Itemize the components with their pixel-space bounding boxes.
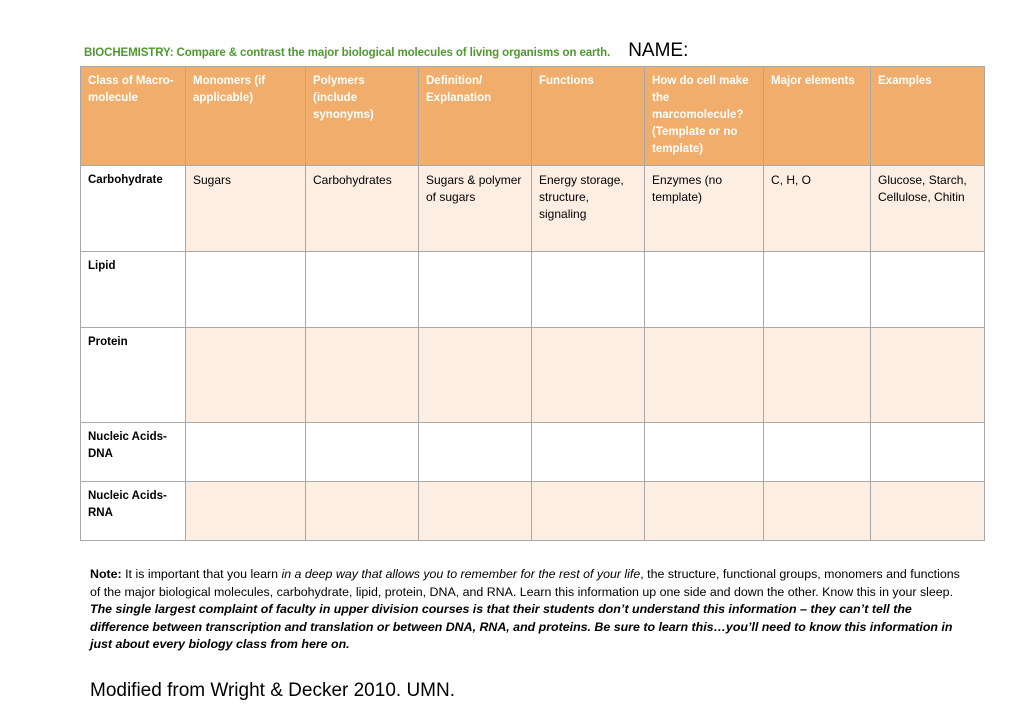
cell-polymers[interactable] xyxy=(306,252,419,328)
cell-class: Nucleic Acids- RNA xyxy=(81,482,186,541)
column-header-polymers: Polymers (include synonyms) xyxy=(306,67,419,166)
column-header-examples: Examples xyxy=(871,67,985,166)
column-header-definition: Definition/ Explanation xyxy=(419,67,532,166)
attribution-footer: Modified from Wright & Decker 2010. UMN. xyxy=(90,680,455,701)
cell-functions[interactable] xyxy=(532,252,645,328)
cell-examples[interactable] xyxy=(871,423,985,482)
cell-functions[interactable] xyxy=(532,328,645,423)
cell-class: Carbohydrate xyxy=(81,166,186,252)
column-header-monomers: Monomers (if applicable) xyxy=(186,67,306,166)
column-header-elements: Major elements xyxy=(764,67,871,166)
cell-elements[interactable]: C, H, O xyxy=(764,166,871,252)
cell-how[interactable] xyxy=(645,328,764,423)
cell-definition[interactable] xyxy=(419,328,532,423)
cell-how[interactable] xyxy=(645,252,764,328)
worksheet-header xyxy=(84,34,944,62)
cell-examples[interactable]: Glucose, Starch, Cellulose, Chitin xyxy=(871,166,985,252)
note-text-warning: The single largest complaint of faculty in upper division courses is that their students don’t understand this information – they can’t tell the difference between transcription and translation or between DNA, RNA, and proteins. Be sure to learn this…you’ll need to know this information in just about every biology class from here on. xyxy=(90,602,953,652)
cell-how[interactable] xyxy=(645,423,764,482)
cell-functions[interactable] xyxy=(532,423,645,482)
worksheet-title: BIOCHEMISTRY: Compare & contrast the major biological molecules of living organisms on earth. xyxy=(84,47,611,59)
note-label: Note: xyxy=(90,567,122,581)
note-text-body: , the structure, functional groups, monomers and functions of the major biological molecules, carbohydrate, lipid, protein, DNA, and RNA. Learn this information up one side and down the other. Know this in your sleep. xyxy=(90,567,960,599)
cell-definition[interactable] xyxy=(419,423,532,482)
cell-class: Protein xyxy=(81,328,186,423)
cell-monomers[interactable] xyxy=(186,482,306,541)
column-header-functions: Functions xyxy=(532,67,645,166)
note-text-emphasis: in a deep way that allows you to remember for the rest of your life xyxy=(281,567,641,581)
cell-elements[interactable] xyxy=(764,423,871,482)
table-row-rna xyxy=(81,482,985,541)
cell-monomers[interactable] xyxy=(186,328,306,423)
note-text-intro: It is important that you learn xyxy=(121,567,282,581)
cell-examples[interactable] xyxy=(871,482,985,541)
cell-elements[interactable] xyxy=(764,482,871,541)
cell-monomers[interactable] xyxy=(186,252,306,328)
cell-class: Lipid xyxy=(81,252,186,328)
cell-definition[interactable] xyxy=(419,252,532,328)
cell-elements[interactable] xyxy=(764,328,871,423)
cell-definition[interactable] xyxy=(419,482,532,541)
table-header-row xyxy=(81,67,985,166)
column-header-class: Class of Macro-molecule xyxy=(81,67,186,166)
table-row-protein xyxy=(81,328,985,423)
cell-examples[interactable] xyxy=(871,252,985,328)
cell-polymers[interactable] xyxy=(306,482,419,541)
cell-monomers[interactable]: Sugars xyxy=(186,166,306,252)
cell-elements[interactable] xyxy=(764,252,871,328)
cell-how[interactable]: Enzymes (no template) xyxy=(645,166,764,252)
cell-how[interactable] xyxy=(645,482,764,541)
cell-definition[interactable]: Sugars & polymer of sugars xyxy=(419,166,532,252)
table-row-dna xyxy=(81,423,985,482)
cell-monomers[interactable] xyxy=(186,423,306,482)
cell-polymers[interactable]: Carbohydrates xyxy=(306,166,419,252)
column-header-how: How do cell make the marcomolecule? (Template or no template) xyxy=(645,67,764,166)
cell-polymers[interactable] xyxy=(306,423,419,482)
name-label: NAME: xyxy=(628,40,689,61)
table-row-lipid xyxy=(81,252,985,328)
study-note xyxy=(90,566,970,654)
cell-functions[interactable]: Energy storage, structure, signaling xyxy=(532,166,645,252)
cell-polymers[interactable] xyxy=(306,328,419,423)
cell-examples[interactable] xyxy=(871,328,985,423)
cell-class: Nucleic Acids- DNA xyxy=(81,423,186,482)
comparison-table xyxy=(80,66,985,541)
table-row-carbohydrate xyxy=(81,166,985,252)
cell-functions[interactable] xyxy=(532,482,645,541)
